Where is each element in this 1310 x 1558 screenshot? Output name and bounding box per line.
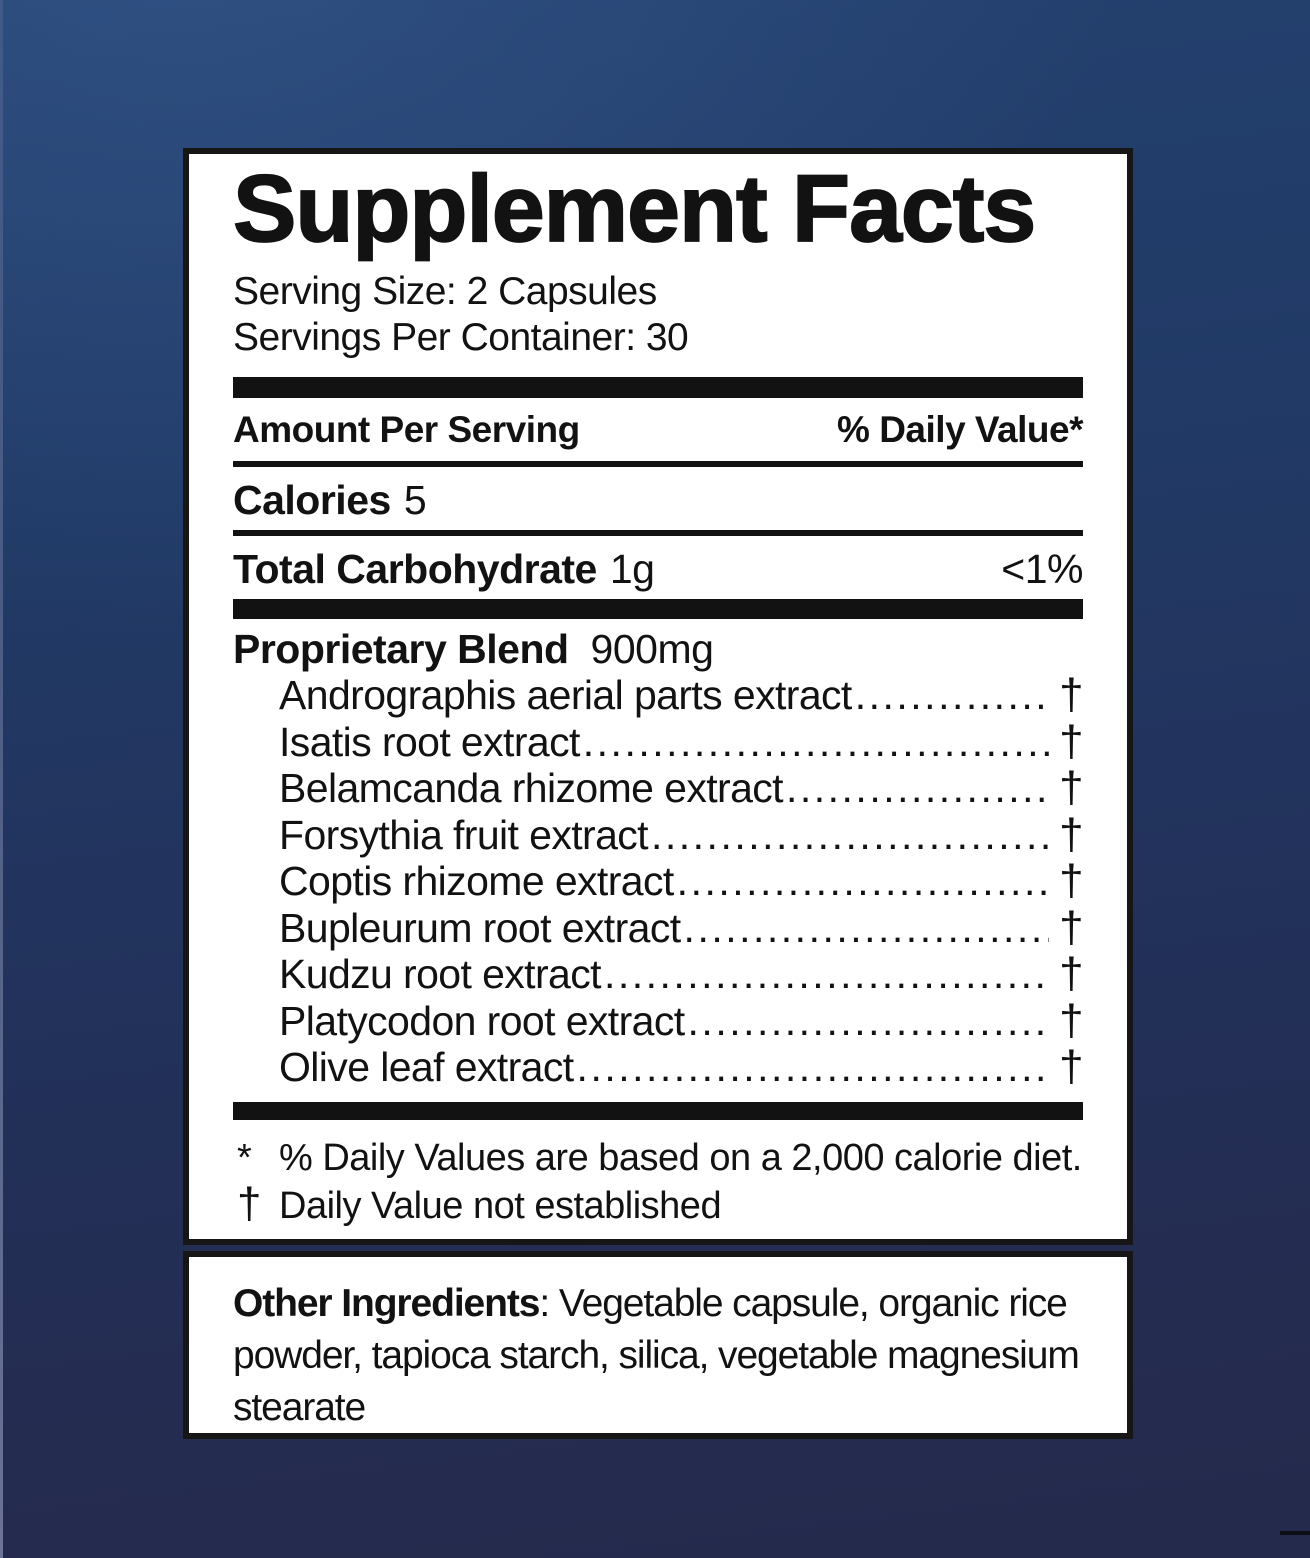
other-ingredients-separator: : <box>539 1282 559 1325</box>
daily-value-header: % Daily Value* <box>837 409 1083 450</box>
footnotes <box>233 1120 1083 1229</box>
ingredient-row <box>279 809 1083 859</box>
other-ingredients-text: Vegetable capsule, organic rice powder, tapioca starch, silica, vegetable magnesium stearate <box>233 1282 1079 1429</box>
footnote-dagger-symbol: † <box>237 1178 262 1228</box>
amount-per-serving-header: Amount Per Serving <box>233 409 580 450</box>
dot-leader <box>651 812 1049 859</box>
daily-value-dagger: † <box>1059 902 1083 952</box>
ingredient-name: Kudzu root extract <box>279 951 601 997</box>
supplement-facts-panel <box>183 148 1133 1245</box>
ingredient-name: Coptis rhizome extract <box>279 858 674 904</box>
daily-value-dagger: † <box>1059 1042 1083 1091</box>
dot-leader <box>583 719 1049 766</box>
dot-leader <box>677 858 1049 905</box>
blend-label: Proprietary Blend <box>233 626 569 672</box>
carbohydrate-label: Total Carbohydrate <box>233 546 597 592</box>
daily-value-dagger: † <box>1059 949 1083 998</box>
daily-value-dagger: † <box>1059 809 1083 859</box>
footnote-asterisk-symbol: * <box>237 1136 252 1179</box>
servings-per-container: Servings Per Container: 30 <box>233 316 689 359</box>
carbohydrate-daily-value: <1% <box>1001 546 1083 592</box>
dot-leader <box>688 998 1049 1045</box>
ingredient-row <box>279 995 1083 1045</box>
ingredient-row <box>279 765 1083 812</box>
other-ingredients-label: Other Ingredients <box>233 1282 540 1325</box>
calories-label-group <box>233 477 426 523</box>
ingredient-name: Forsythia fruit extract <box>279 811 648 858</box>
blend-amount: 900mg <box>590 626 714 672</box>
ingredient-row <box>279 1044 1083 1091</box>
dot-leader <box>577 1044 1049 1091</box>
ingredient-name: Isatis root extract <box>279 718 580 765</box>
daily-value-dagger: † <box>1059 995 1083 1045</box>
carbohydrate-row <box>233 536 1083 599</box>
column-header-row <box>233 398 1083 461</box>
dot-leader <box>786 765 1049 812</box>
other-ingredients-panel <box>183 1251 1133 1439</box>
calories-value: 5 <box>403 477 427 523</box>
dot-leader <box>604 951 1049 998</box>
daily-value-dagger: † <box>1059 763 1083 812</box>
other-ingredients-paragraph <box>233 1278 1095 1434</box>
proprietary-blend-row <box>233 619 1083 672</box>
divider-bar-top <box>233 377 1083 398</box>
dot-leader <box>855 672 1049 719</box>
divider-bar-bottom <box>233 1102 1083 1120</box>
ingredient-row <box>279 858 1083 905</box>
serving-info <box>233 269 1083 361</box>
daily-value-dagger: † <box>1059 670 1083 719</box>
footnote-row <box>233 1135 1083 1181</box>
ingredient-name: Platycodon root extract <box>279 997 685 1044</box>
ingredient-name: Andrographis aerial parts extract <box>279 672 852 718</box>
footnote-row <box>233 1178 1083 1229</box>
carbohydrate-label-group <box>233 546 654 592</box>
ingredient-name: Belamcanda rhizome extract <box>279 765 783 811</box>
corner-dash-mark <box>1280 1531 1310 1535</box>
footnote-text: % Daily Values are based on a 2,000 calorie diet. <box>279 1136 1082 1179</box>
carbohydrate-value: 1g <box>609 546 655 592</box>
divider-bar-middle <box>233 599 1083 619</box>
panel-title: Supplement Facts <box>233 156 1036 262</box>
ingredient-row <box>279 672 1083 719</box>
daily-value-dagger: † <box>1059 856 1083 905</box>
blend-ingredient-list <box>233 672 1083 1091</box>
dot-leader <box>684 905 1049 952</box>
calories-label: Calories <box>233 477 391 523</box>
ingredient-name: Olive leaf extract <box>279 1044 574 1090</box>
left-edge-highlight <box>0 0 3 1558</box>
ingredient-row <box>279 716 1083 766</box>
daily-value-dagger: † <box>1059 716 1083 766</box>
serving-size: Serving Size: 2 Capsules <box>233 270 657 313</box>
ingredient-row <box>279 902 1083 952</box>
footnote-text: Daily Value not established <box>279 1184 722 1227</box>
calories-row <box>233 467 1083 530</box>
ingredient-name: Bupleurum root extract <box>279 904 681 951</box>
ingredient-row <box>279 951 1083 998</box>
